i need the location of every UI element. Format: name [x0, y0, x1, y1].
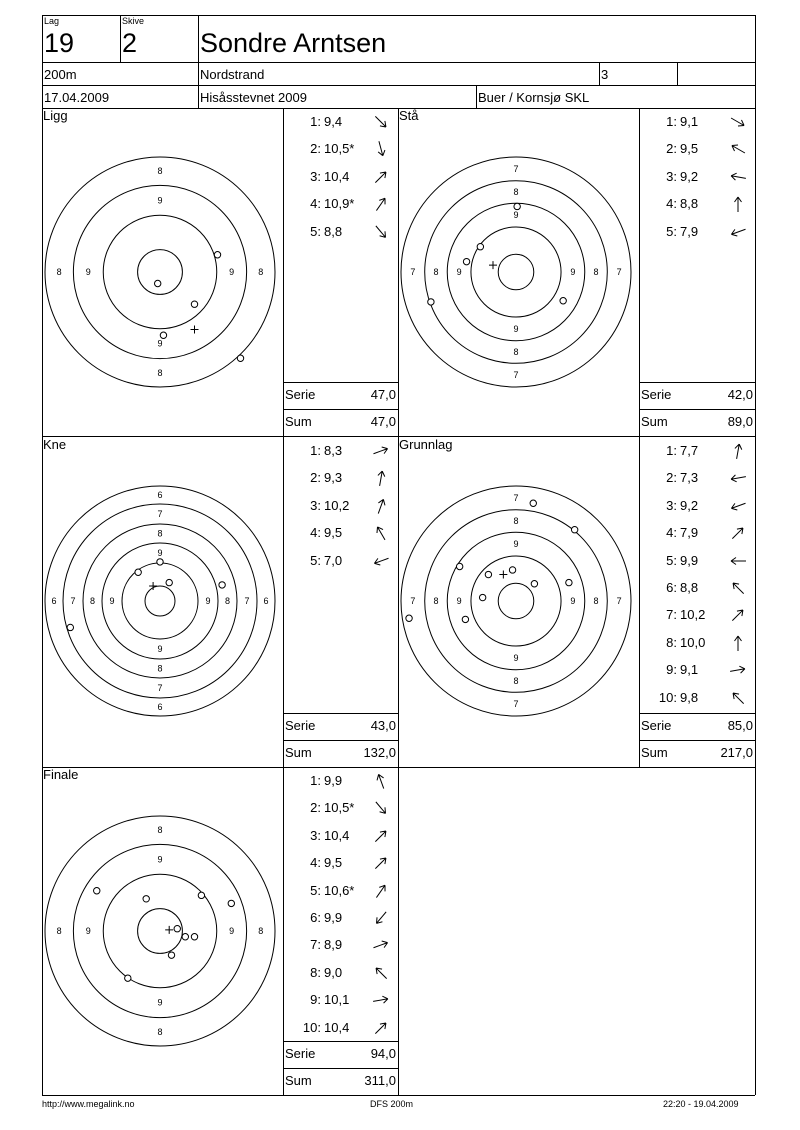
shot-direction-arrow-icon	[371, 523, 391, 543]
shot-direction-arrow-icon	[728, 112, 748, 132]
shot-number: 4:	[310, 196, 321, 212]
shot-hole	[531, 581, 537, 587]
shot-hole	[67, 624, 73, 630]
serie-value: 85,0	[727, 718, 753, 733]
ring-number: 7	[157, 509, 163, 519]
group-center-cross	[499, 571, 507, 579]
serie-value: 94,0	[370, 1046, 396, 1061]
shot-hole	[514, 203, 520, 209]
ring-8	[45, 157, 275, 387]
shot-direction-arrow-icon	[728, 139, 748, 159]
sum-label: Sum	[641, 745, 668, 760]
series-title: Finale	[43, 767, 79, 782]
shot-score: 10,2	[680, 607, 706, 623]
shot-score: 10,4	[324, 827, 350, 843]
ring-number: 6	[157, 490, 163, 500]
group-center-cross	[165, 926, 173, 934]
shot-hole	[198, 892, 204, 898]
ring-number: 6	[263, 596, 269, 606]
shot-score: 9,5	[680, 141, 699, 157]
shot-direction-arrow-icon	[371, 1018, 391, 1038]
shot-direction-arrow-icon	[728, 496, 748, 516]
ring-number: 9	[157, 644, 163, 654]
shot-hole	[155, 280, 161, 286]
shot-score: 10,1	[324, 992, 350, 1008]
shot-direction-arrow-icon	[371, 798, 391, 818]
ring-number: 8	[157, 528, 163, 539]
shot-direction-arrow-icon	[371, 990, 391, 1010]
shot-direction-arrow-icon	[728, 605, 748, 625]
shot-number: 8:	[666, 634, 677, 650]
lag-number: 19	[44, 28, 75, 58]
ring-number: 9	[513, 323, 519, 334]
date: 17.04.2009	[44, 90, 110, 105]
shot-score: 7,9	[680, 223, 699, 239]
shot-number: 10:	[658, 689, 677, 705]
footer-program: DFS 200m	[370, 1099, 414, 1109]
ring-number: 9	[109, 596, 115, 606]
shot-score: 8,3	[324, 443, 343, 458]
lag-label: Lag	[44, 16, 60, 26]
shot-direction-arrow-icon	[728, 194, 748, 214]
ring-number: 8	[157, 825, 163, 836]
ring-8	[425, 510, 608, 693]
shot-number: 5:	[310, 223, 321, 239]
shot-hole	[168, 952, 174, 958]
class: 3	[601, 67, 609, 82]
ring-X	[498, 583, 534, 619]
ring-number: 7	[513, 492, 519, 503]
ring-number: 9	[85, 926, 91, 936]
series-title: Ligg	[43, 108, 68, 123]
ring-number: 9	[456, 596, 462, 606]
serie-label: Serie	[285, 387, 316, 402]
ring-number: 9	[157, 854, 163, 865]
shot-score: 7,3	[680, 470, 699, 486]
shot-number: 7:	[666, 607, 677, 623]
shot-score: 10,5*	[324, 800, 355, 816]
ring-number: 9	[157, 997, 163, 1008]
shot-hole	[182, 934, 188, 940]
shot-score: 9,0	[324, 964, 343, 980]
shot-score: 8,9	[324, 937, 343, 953]
ring-number: 7	[244, 596, 250, 606]
ring-number: 6	[157, 702, 163, 712]
shot-hole	[571, 527, 577, 533]
distance: 200m	[44, 67, 77, 82]
shot-hole	[174, 926, 180, 932]
shot-direction-arrow-icon	[371, 167, 391, 187]
ring-number: 7	[410, 596, 416, 606]
shot-direction-arrow-icon	[371, 826, 391, 846]
shot-hole	[462, 616, 468, 622]
shot-number: 1:	[310, 443, 321, 458]
shot-number: 6:	[666, 580, 677, 595]
shot-direction-arrow-icon	[371, 194, 391, 214]
shot-number: 4:	[310, 855, 321, 871]
shot-score: 9,9	[324, 910, 343, 925]
serie-label: Serie	[641, 387, 672, 402]
shot-number: 5:	[310, 552, 321, 568]
sum-label: Sum	[641, 414, 668, 429]
ring-number: 8	[157, 166, 163, 177]
group-center-cross	[149, 582, 157, 590]
serie-label: Serie	[285, 1046, 316, 1061]
ring-number: 7	[616, 596, 622, 606]
shot-hole	[135, 569, 141, 575]
shot-number: 4:	[310, 525, 321, 541]
ring-10	[103, 874, 217, 988]
shot-hole	[160, 332, 166, 338]
serie-label: Serie	[285, 718, 316, 733]
shot-score: 9,2	[680, 497, 699, 513]
shot-score: 7,7	[680, 443, 699, 458]
shot-direction-arrow-icon	[371, 963, 391, 983]
group-center-cross	[191, 326, 199, 334]
venue: Buer / Kornsjø SKL	[478, 90, 590, 105]
ring-number: 9	[157, 195, 163, 206]
event-name: Hisåsstevnet 2009	[200, 90, 307, 105]
shot-score: 10,9*	[324, 196, 355, 212]
ring-number: 7	[616, 267, 622, 277]
ring-10	[122, 563, 198, 639]
ring-6	[45, 486, 275, 716]
ring-9	[447, 203, 585, 341]
shot-number: 1:	[666, 443, 677, 458]
ring-number: 7	[157, 683, 163, 693]
shot-score: 9,2	[680, 168, 699, 184]
shot-number: 2:	[310, 470, 321, 486]
ring-number: 8	[513, 515, 519, 526]
shot-number: 5:	[310, 882, 321, 898]
shot-direction-arrow-icon	[371, 496, 391, 516]
shot-score: 9,1	[680, 114, 699, 129]
ring-number: 8	[258, 267, 264, 277]
shot-hole	[566, 579, 572, 585]
shot-hole	[237, 355, 243, 361]
shot-score: 10,4	[324, 168, 350, 184]
sum-value: 311,0	[364, 1073, 396, 1088]
shot-score: 9,9	[324, 773, 343, 788]
shot-number: 2:	[310, 141, 321, 157]
footer-url: http://www.megalink.no	[42, 1099, 135, 1109]
ring-number: 7	[410, 267, 416, 277]
ring-number: 7	[513, 163, 519, 174]
shot-direction-arrow-icon	[371, 139, 391, 159]
shot-direction-arrow-icon	[371, 935, 391, 955]
shot-number: 2:	[310, 800, 321, 816]
shot-number: 4:	[666, 196, 677, 212]
shot-hole	[157, 559, 163, 565]
ring-number: 8	[593, 267, 599, 277]
shot-direction-arrow-icon	[728, 222, 748, 242]
target	[42, 483, 278, 719]
ring-number: 9	[513, 652, 519, 663]
shot-hole	[479, 594, 485, 600]
target	[42, 813, 278, 1049]
shot-number: 1:	[666, 114, 677, 129]
sum-label: Sum	[285, 414, 312, 429]
shot-number: 1:	[310, 114, 321, 129]
series-title: Kne	[43, 437, 67, 452]
ring-number: 8	[513, 676, 519, 687]
shot-direction-arrow-icon	[371, 853, 391, 873]
shot-hole	[94, 888, 100, 894]
ring-number: 9	[205, 596, 211, 606]
shot-score: 8,8	[324, 223, 343, 239]
ring-number: 7	[70, 596, 76, 606]
shot-direction-arrow-icon	[728, 660, 748, 680]
shot-score: 9,3	[324, 470, 343, 486]
shooter-name: Sondre Arntsen	[200, 28, 387, 58]
ring-number: 8	[157, 1026, 163, 1037]
shot-hole	[463, 258, 469, 264]
sum-value: 217,0	[720, 745, 753, 760]
shot-number: 3:	[666, 497, 677, 513]
ring-number: 8	[157, 367, 163, 378]
ring-number: 9	[570, 267, 576, 277]
serie-value: 43,0	[370, 718, 396, 733]
shot-direction-arrow-icon	[728, 167, 748, 187]
shot-number: 2:	[666, 470, 677, 486]
shot-number: 3:	[310, 168, 321, 184]
shot-score: 10,6*	[324, 882, 355, 898]
ring-X	[498, 254, 534, 290]
shot-direction-arrow-icon	[728, 551, 748, 571]
serie-value: 47,0	[370, 387, 396, 402]
shot-score: 10,2	[324, 497, 350, 513]
shot-number: 7:	[310, 937, 321, 953]
shot-direction-arrow-icon	[371, 881, 391, 901]
ring-number: 8	[56, 267, 62, 277]
serie-value: 42,0	[727, 387, 753, 402]
shot-number: 5:	[666, 223, 677, 239]
ring-number: 9	[157, 548, 163, 558]
shot-hole	[125, 975, 131, 981]
ring-number: 8	[513, 186, 519, 197]
ring-number: 8	[224, 596, 231, 606]
shot-score: 10,5*	[324, 141, 355, 157]
shot-hole	[560, 298, 566, 304]
shot-score: 9,4	[324, 114, 343, 129]
ring-number: 8	[157, 663, 163, 674]
shot-direction-arrow-icon	[728, 578, 748, 598]
shot-hole	[219, 582, 225, 588]
shot-direction-arrow-icon	[371, 771, 391, 791]
ring-number: 9	[157, 338, 163, 349]
ring-number: 9	[85, 267, 91, 277]
ring-number: 9	[456, 267, 462, 277]
shot-hole	[166, 579, 172, 585]
shot-direction-arrow-icon	[371, 112, 391, 132]
skive-number: 2	[122, 28, 138, 58]
shot-hole	[228, 900, 234, 906]
footer-timestamp: 22:20 - 19.04.2009	[663, 1099, 739, 1109]
ring-number: 7	[513, 370, 519, 381]
ring-number: 8	[56, 926, 62, 936]
ring-10	[471, 227, 561, 317]
ring-number: 9	[513, 539, 519, 550]
shot-score: 9,8	[680, 689, 699, 705]
skive-label: Skive	[122, 16, 145, 26]
shot-hole	[214, 252, 220, 258]
shot-hole	[485, 571, 491, 577]
ring-number: 6	[51, 596, 57, 606]
shot-direction-arrow-icon	[728, 523, 748, 543]
shot-score: 10,0	[680, 634, 706, 650]
shot-number: 9:	[310, 992, 321, 1008]
shot-number: 8:	[310, 964, 321, 980]
shot-direction-arrow-icon	[371, 468, 391, 488]
shot-direction-arrow-icon	[371, 222, 391, 242]
shot-number: 6:	[310, 910, 321, 925]
sum-value: 47,0	[370, 414, 396, 429]
shot-score: 10,4	[324, 1019, 350, 1035]
shot-direction-arrow-icon	[728, 688, 748, 708]
shot-direction-arrow-icon	[728, 441, 748, 461]
shot-score: 7,0	[324, 552, 343, 568]
shot-direction-arrow-icon	[371, 551, 391, 571]
ring-X	[145, 586, 175, 616]
ring-number: 9	[229, 267, 235, 277]
shot-score: 9,5	[324, 855, 343, 871]
shot-hole	[509, 567, 515, 573]
ring-9	[73, 185, 246, 358]
shot-direction-arrow-icon	[371, 441, 391, 461]
shot-number: 3:	[310, 827, 321, 843]
club: Nordstrand	[200, 67, 265, 82]
ring-number: 8	[593, 596, 599, 606]
shot-number: 1:	[310, 773, 321, 788]
ring-number: 7	[513, 699, 519, 710]
shot-number: 5:	[666, 552, 677, 568]
ring-9	[447, 532, 585, 670]
ring-number: 8	[513, 347, 519, 358]
shot-hole	[406, 615, 412, 621]
shot-score: 7,9	[680, 525, 699, 541]
shot-hole	[477, 244, 483, 250]
shot-hole	[456, 563, 462, 569]
shot-number: 10:	[302, 1019, 321, 1035]
shot-number: 4:	[666, 525, 677, 541]
ring-number: 9	[229, 926, 235, 936]
shot-direction-arrow-icon	[371, 908, 391, 928]
sum-label: Sum	[285, 1073, 312, 1088]
ring-number: 8	[89, 596, 96, 606]
shot-hole	[143, 896, 149, 902]
ring-10	[103, 215, 217, 329]
shot-score: 8,8	[680, 580, 699, 595]
shot-number: 3:	[310, 497, 321, 513]
group-center-cross	[489, 261, 497, 269]
shot-score: 9,9	[680, 552, 699, 568]
target	[42, 154, 278, 390]
series-title: Stå	[399, 108, 419, 123]
shot-hole	[428, 299, 434, 305]
shot-score: 9,5	[324, 525, 343, 541]
shot-number: 3:	[666, 168, 677, 184]
ring-9	[73, 844, 246, 1017]
shot-direction-arrow-icon	[728, 468, 748, 488]
shot-score: 9,1	[680, 662, 699, 678]
ring-8	[45, 816, 275, 1046]
ring-number: 9	[570, 596, 576, 606]
ring-number: 8	[433, 267, 439, 277]
shot-number: 9:	[666, 662, 677, 678]
sum-value: 89,0	[727, 414, 753, 429]
shot-number: 2:	[666, 141, 677, 157]
ring-X	[138, 250, 183, 295]
serie-label: Serie	[641, 718, 672, 733]
series-title: Grunnlag	[399, 437, 453, 452]
ring-number: 8	[433, 596, 439, 606]
shot-score: 8,8	[680, 196, 699, 212]
target	[398, 154, 634, 390]
sum-label: Sum	[285, 745, 312, 760]
shot-hole	[530, 500, 536, 506]
shot-hole	[191, 301, 197, 307]
shot-hole	[191, 934, 197, 940]
ring-number: 8	[258, 926, 264, 936]
sum-value: 132,0	[363, 745, 396, 760]
shot-direction-arrow-icon	[728, 633, 748, 653]
target	[398, 483, 634, 719]
ring-number: 9	[513, 210, 519, 221]
